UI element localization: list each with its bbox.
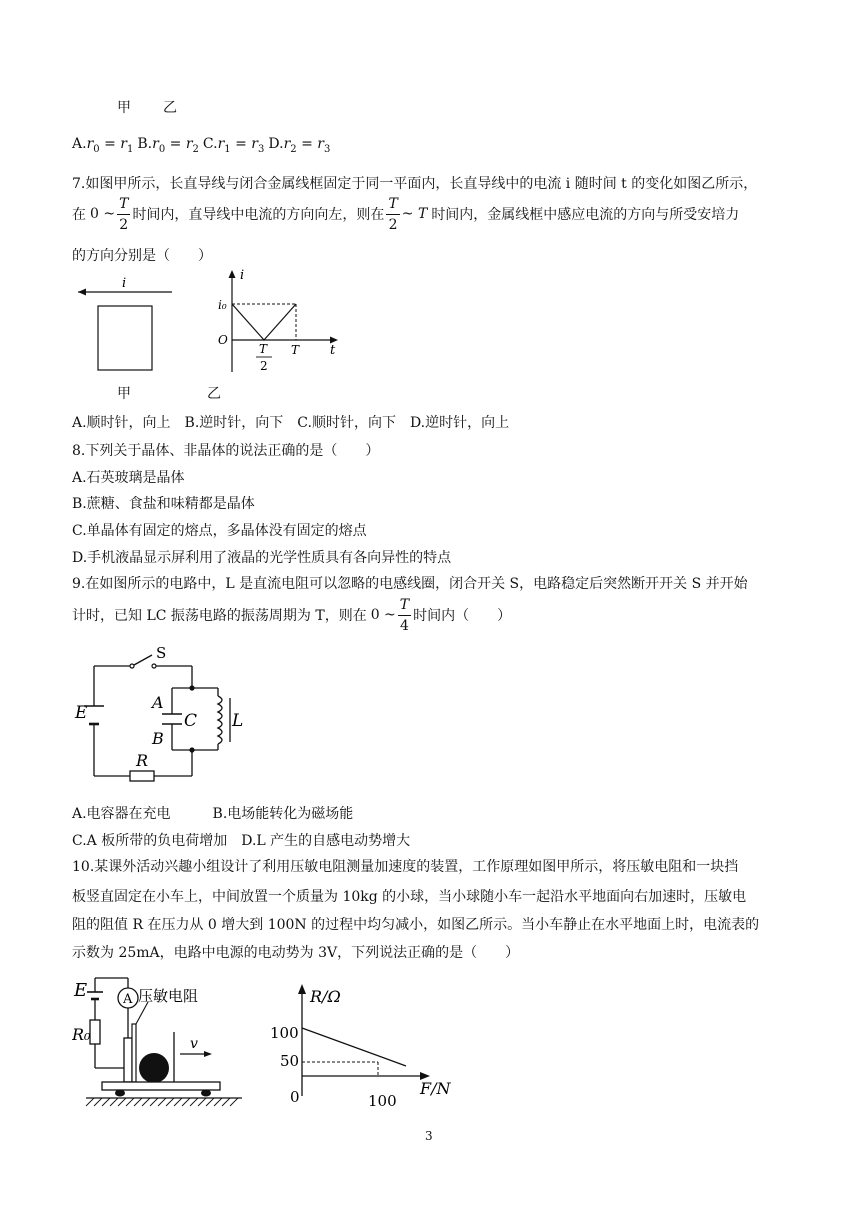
chart-y-label: R/Ω [310, 987, 341, 1006]
q10-stem-line1: 10.某课外活动兴趣小组设计了利用压敏电阻测量加速度的装置，工作原理如图甲所示，将压敏电阻和一块挡 [72, 859, 739, 875]
switch-blade [134, 655, 152, 665]
r0-label: R₀ [72, 1025, 91, 1044]
page-number: 3 [425, 1129, 433, 1143]
battery-label: E [74, 980, 88, 1001]
q6-option-d: $D.r_2 = r_3$ [268, 136, 331, 155]
graph-origin-label: O [218, 333, 228, 347]
q9-text-a: 计时，已知 LC 振荡电路的振荡周期为 T，则在 [72, 608, 367, 624]
chart-origin-label: 0 [290, 1088, 300, 1106]
ground-hatch [86, 1098, 238, 1106]
chart-series-line [302, 1028, 406, 1066]
q7-text-b: 时间内，直导线中电流的方向向左，则在 [132, 207, 385, 223]
q7-fraction-1: $\frac{T}{2}$ [119, 195, 129, 233]
inductor-label: L [232, 711, 244, 731]
q6-options [72, 136, 334, 155]
battery-label: E [75, 703, 88, 723]
switch-label: S [156, 644, 167, 662]
wire-current-label: i [122, 276, 127, 291]
q6-option-b: $B.r_0 = r_2$ [137, 136, 199, 155]
y-axis-arrow-icon [298, 984, 306, 994]
q6-option-c: $C.r_1 = r_3$ [202, 136, 265, 155]
q10-stem-line2: 板竖直固定在小车上，中间放置一个质量为 10kg 的小球，当小球随小车一起沿水平地面向右加速时，压敏电 [72, 889, 747, 905]
graph-i0-label: i₀ [218, 298, 227, 312]
q7-stem-line3: 的方向分别是（ ） [72, 248, 212, 264]
chart-y-tick-50: 50 [280, 1052, 300, 1070]
ball [139, 1053, 169, 1083]
inductor-coil [218, 696, 222, 744]
q7-wire-frame-figure [72, 270, 182, 380]
q8-option-c: C.单晶体有固定的熔点，多晶体没有固定的熔点 [72, 523, 367, 539]
graph-current-line [232, 304, 296, 340]
plate-a-label: A [152, 693, 164, 712]
q9-lc-circuit [72, 640, 252, 788]
plate-b-label: B [152, 729, 164, 748]
q7-fraction-2: $\frac{T}{2}$ [388, 195, 398, 233]
graph-T-label: T [291, 343, 300, 357]
pressure-sensor [124, 1038, 132, 1082]
velocity-arrow-icon [204, 1051, 212, 1057]
q7-text-c: 时间内，金属线框中感应电流的方向与所受安培力 [431, 207, 740, 223]
q10-rf-chart [270, 978, 460, 1114]
sensor-plate [132, 1024, 136, 1082]
q10-stem-line4: 示数为 25mA，电路中电源的电动势为 3V，下列说法正确的是（ ） [72, 945, 520, 961]
resistor [130, 771, 154, 781]
q7-text-a: 在 [72, 207, 86, 223]
q9-fraction: $\frac{T}{4}$ [399, 596, 410, 634]
chart-x-label: F/N [420, 1079, 451, 1098]
graph-half-den: 2 [260, 359, 268, 373]
q9-zero: 0 ~ [370, 607, 396, 623]
graph-y-label: i [240, 268, 245, 283]
graph-half-num: T [259, 342, 268, 356]
q8-option-a: A.石英玻璃是晶体 [72, 470, 185, 486]
cart-wheel-left [115, 1090, 125, 1097]
q7-options: A.顺时针，向上 B.逆时针，向下 C.顺时针，向下 D.逆时针，向上 [72, 415, 510, 431]
q10-stem-line3: 阻的阻值 R 在压力从 0 增大到 100N 的过程中均匀减小，如图乙所示。当小车静止在水平地面上时，电流表的 [72, 917, 760, 933]
current-arrow-icon [78, 289, 86, 296]
metal-frame [98, 306, 152, 370]
q9-options-cd: C.A 板所带的负电荷增加 D.L 产生的自感电动势增大 [72, 833, 411, 849]
q7-current-graph [214, 268, 344, 380]
velocity-label: v [190, 1036, 198, 1052]
resistor-label: R [136, 751, 149, 770]
cart-wheel-right [201, 1090, 211, 1097]
q7-caption-right: 乙 [207, 386, 221, 402]
sensor-label: 压敏电阻 [138, 987, 199, 1005]
q9-options-ab: A.电容器在充电 B.电场能转化为磁场能 [72, 806, 354, 822]
q7-zero: 0 ~ [90, 206, 116, 222]
ammeter-label: A [123, 992, 133, 1007]
q8-option-b: B.蔗糖、食盐和味精都是晶体 [72, 496, 255, 512]
q6-caption-left: 甲 [117, 100, 131, 116]
capacitor-label: C [184, 711, 198, 731]
q6-option-a: $A.r_0 = r_1$ [72, 136, 134, 155]
cart-body [102, 1082, 220, 1090]
q8-option-d: D.手机液晶显示屏利用了液晶的光学性质具有各向异性的特点 [72, 550, 452, 566]
q7-caption-left: 甲 [117, 386, 131, 402]
resistor-r0 [90, 1020, 100, 1044]
q7-stem-line2 [72, 194, 739, 234]
q9-stem-line2 [72, 594, 511, 636]
q9-text-b: 时间内（ ） [413, 608, 512, 624]
q10-device-figure [72, 972, 252, 1112]
switch-pivot [130, 664, 134, 668]
y-axis-arrow-icon [229, 270, 236, 278]
graph-x-label: t [330, 343, 336, 358]
q9-stem-line1: 9.在如图所示的电路中，L 是直流电阻可以忽略的电感线圈，闭合开关 S，电路稳定后突然断开开关 S 并开始 [72, 576, 748, 592]
q6-caption-right: 乙 [163, 100, 177, 116]
chart-x-tick-100: 100 [368, 1092, 397, 1110]
q8-stem: 8.下列关于晶体、非晶体的说法正确的是（ ） [72, 443, 380, 459]
chart-y-tick-100: 100 [270, 1024, 299, 1042]
q7-tilde-T: ~ T [401, 206, 428, 222]
q7-stem-line1: 7.如图甲所示，长直导线与闭合金属线框固定于同一平面内，长直导线中的电流 i 随时间 t 的变化如图乙所示， [72, 176, 758, 192]
